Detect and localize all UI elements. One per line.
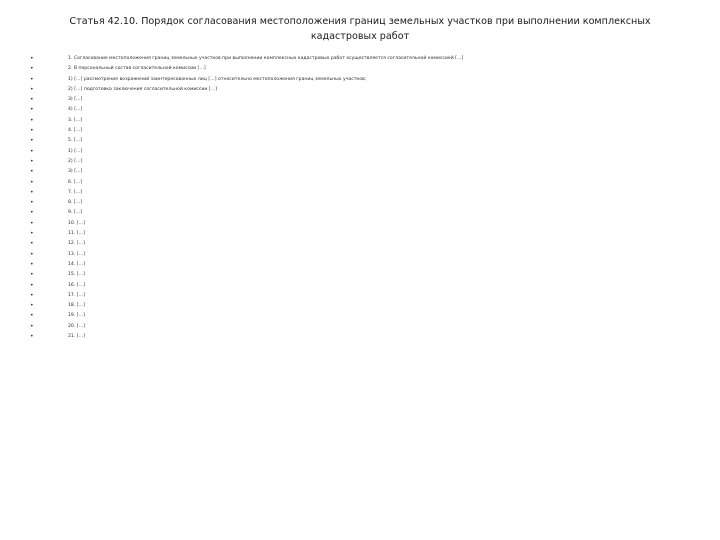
paragraph-number: 2) bbox=[68, 158, 73, 164]
paragraph-text: […] bbox=[73, 179, 83, 185]
paragraph-item bbox=[28, 231, 704, 237]
paragraph-text: […] bbox=[73, 128, 83, 134]
paragraph-list bbox=[28, 56, 704, 344]
paragraph-text: […] bbox=[76, 292, 85, 298]
bullet-icon: • bbox=[30, 168, 34, 176]
paragraph-item bbox=[28, 149, 704, 155]
bullet-icon: • bbox=[30, 281, 34, 289]
paragraph-text: […] рассмотрение возражений заинтересованных лиц […] относительно местоположения границ земельных участков; bbox=[74, 76, 367, 82]
bullet-icon: • bbox=[30, 260, 34, 268]
paragraph-number: 2) bbox=[68, 86, 73, 92]
paragraph-number: 6. bbox=[68, 179, 73, 185]
paragraph-text: […] bbox=[76, 241, 85, 247]
paragraph-item bbox=[28, 303, 704, 309]
paragraph-number: 15. bbox=[68, 272, 76, 278]
paragraph-item bbox=[28, 334, 704, 340]
paragraph-text: […] bbox=[76, 313, 85, 319]
paragraph-text: […] bbox=[76, 272, 85, 278]
paragraph-item bbox=[28, 252, 704, 258]
paragraph-text: […] bbox=[76, 303, 85, 309]
bullet-icon: • bbox=[30, 312, 34, 320]
paragraph-number: 1) bbox=[68, 76, 73, 82]
bullet-icon: • bbox=[30, 322, 34, 330]
paragraph-text: […] bbox=[76, 220, 85, 226]
bullet-icon: • bbox=[30, 302, 34, 310]
paragraph-number: 5. bbox=[68, 138, 73, 144]
paragraph-item bbox=[28, 200, 704, 206]
paragraph-number: 1. bbox=[68, 56, 73, 61]
paragraph-text: […] bbox=[76, 261, 85, 267]
bullet-icon: • bbox=[30, 55, 34, 62]
paragraph-text: […] bbox=[74, 148, 83, 154]
paragraph-item bbox=[28, 97, 704, 103]
paragraph-number: 2. bbox=[68, 66, 73, 72]
paragraph-number: 1) bbox=[68, 148, 73, 154]
bullet-icon: • bbox=[30, 240, 34, 248]
paragraph-text: […] bbox=[73, 117, 83, 123]
paragraph-number: 17. bbox=[68, 292, 76, 298]
bullet-icon: • bbox=[30, 85, 34, 93]
bullet-icon: • bbox=[30, 250, 34, 258]
paragraph-number: 21. bbox=[68, 334, 76, 340]
paragraph-text: […] bbox=[74, 158, 83, 164]
paragraph-text: […] bbox=[73, 210, 83, 216]
paragraph-item bbox=[28, 77, 704, 83]
paragraph-number: 3) bbox=[68, 97, 73, 103]
paragraph-item bbox=[28, 87, 704, 93]
bullet-icon: • bbox=[30, 96, 34, 104]
paragraph-text: […] bbox=[76, 231, 85, 237]
paragraph-text: […] подготовка заключения согласительной комиссии […] bbox=[74, 86, 217, 92]
paragraph-text: […] bbox=[76, 282, 85, 288]
paragraph-number: 18. bbox=[68, 303, 76, 309]
paragraph-number: 3. bbox=[68, 117, 73, 123]
page-title: Статья 42.10. Порядок согласования местоположения границ земельных участков при выполнении комплексных кадастровых работ bbox=[69, 16, 651, 42]
paragraph-number: 3) bbox=[68, 169, 73, 175]
paragraph-number: 20. bbox=[68, 323, 76, 329]
paragraph-number: 9. bbox=[68, 210, 73, 216]
bullet-icon: • bbox=[30, 157, 34, 165]
bullet-icon: • bbox=[30, 333, 34, 341]
paragraph-text: […] bbox=[76, 334, 85, 340]
bullet-icon: • bbox=[30, 147, 34, 155]
paragraph-number: 4) bbox=[68, 107, 73, 113]
paragraph-number: 7. bbox=[68, 189, 73, 195]
bullet-icon: • bbox=[30, 199, 34, 207]
paragraph-text: […] bbox=[74, 97, 83, 103]
bullet-icon: • bbox=[30, 219, 34, 227]
paragraph-number: 12. bbox=[68, 241, 76, 247]
paragraph-item bbox=[28, 221, 704, 227]
paragraph-number: 8. bbox=[68, 200, 73, 206]
paragraph-text: […] bbox=[74, 169, 83, 175]
bullet-icon: • bbox=[30, 116, 34, 124]
paragraph-number: 19. bbox=[68, 313, 76, 319]
paragraph-item bbox=[28, 56, 704, 62]
paragraph-item bbox=[28, 118, 704, 124]
paragraph-item bbox=[28, 180, 704, 186]
paragraph-item bbox=[28, 190, 704, 196]
paragraph-text: […] bbox=[73, 189, 83, 195]
paragraph-text: Согласование местоположения границ земельных участков при выполнении комплексных кадастровых работ осуществляется согласительной комиссией […] bbox=[73, 56, 464, 61]
paragraph-number: 10. bbox=[68, 220, 76, 226]
bullet-icon: • bbox=[30, 106, 34, 114]
paragraph-item bbox=[28, 138, 704, 144]
paragraph-text: […] bbox=[73, 138, 83, 144]
paragraph-text: […] bbox=[76, 323, 85, 329]
paragraph-item bbox=[28, 107, 704, 113]
paragraph-text: […] bbox=[76, 251, 85, 257]
bullet-icon: • bbox=[30, 291, 34, 299]
paragraph-item bbox=[28, 241, 704, 247]
paragraph-number: 11. bbox=[68, 231, 76, 237]
bullet-icon: • bbox=[30, 188, 34, 196]
bullet-icon: • bbox=[30, 271, 34, 279]
paragraph-item bbox=[28, 262, 704, 268]
paragraph-number: 13. bbox=[68, 251, 76, 257]
paragraph-item bbox=[28, 210, 704, 216]
bullet-icon: • bbox=[30, 75, 34, 83]
paragraph-text: […] bbox=[73, 200, 83, 206]
paragraph-item bbox=[28, 159, 704, 165]
paragraph-item bbox=[28, 272, 704, 278]
bullet-icon: • bbox=[30, 230, 34, 238]
paragraph-number: 16. bbox=[68, 282, 76, 288]
paragraph-item bbox=[28, 66, 704, 72]
paragraph-text: В персональный состав согласительной комиссии […] bbox=[73, 66, 206, 72]
paragraph-text: […] bbox=[74, 107, 83, 113]
paragraph-number: 4. bbox=[68, 128, 73, 134]
bullet-icon: • bbox=[30, 137, 34, 145]
bullet-icon: • bbox=[30, 127, 34, 135]
paragraph-item bbox=[28, 169, 704, 175]
bullet-icon: • bbox=[30, 209, 34, 217]
paragraph-item bbox=[28, 128, 704, 134]
paragraph-item bbox=[28, 293, 704, 299]
paragraph-item bbox=[28, 324, 704, 330]
bullet-icon: • bbox=[30, 178, 34, 186]
paragraph-item bbox=[28, 313, 704, 319]
paragraph-number: 14. bbox=[68, 261, 76, 267]
bullet-icon: • bbox=[30, 65, 34, 73]
paragraph-item bbox=[28, 283, 704, 289]
